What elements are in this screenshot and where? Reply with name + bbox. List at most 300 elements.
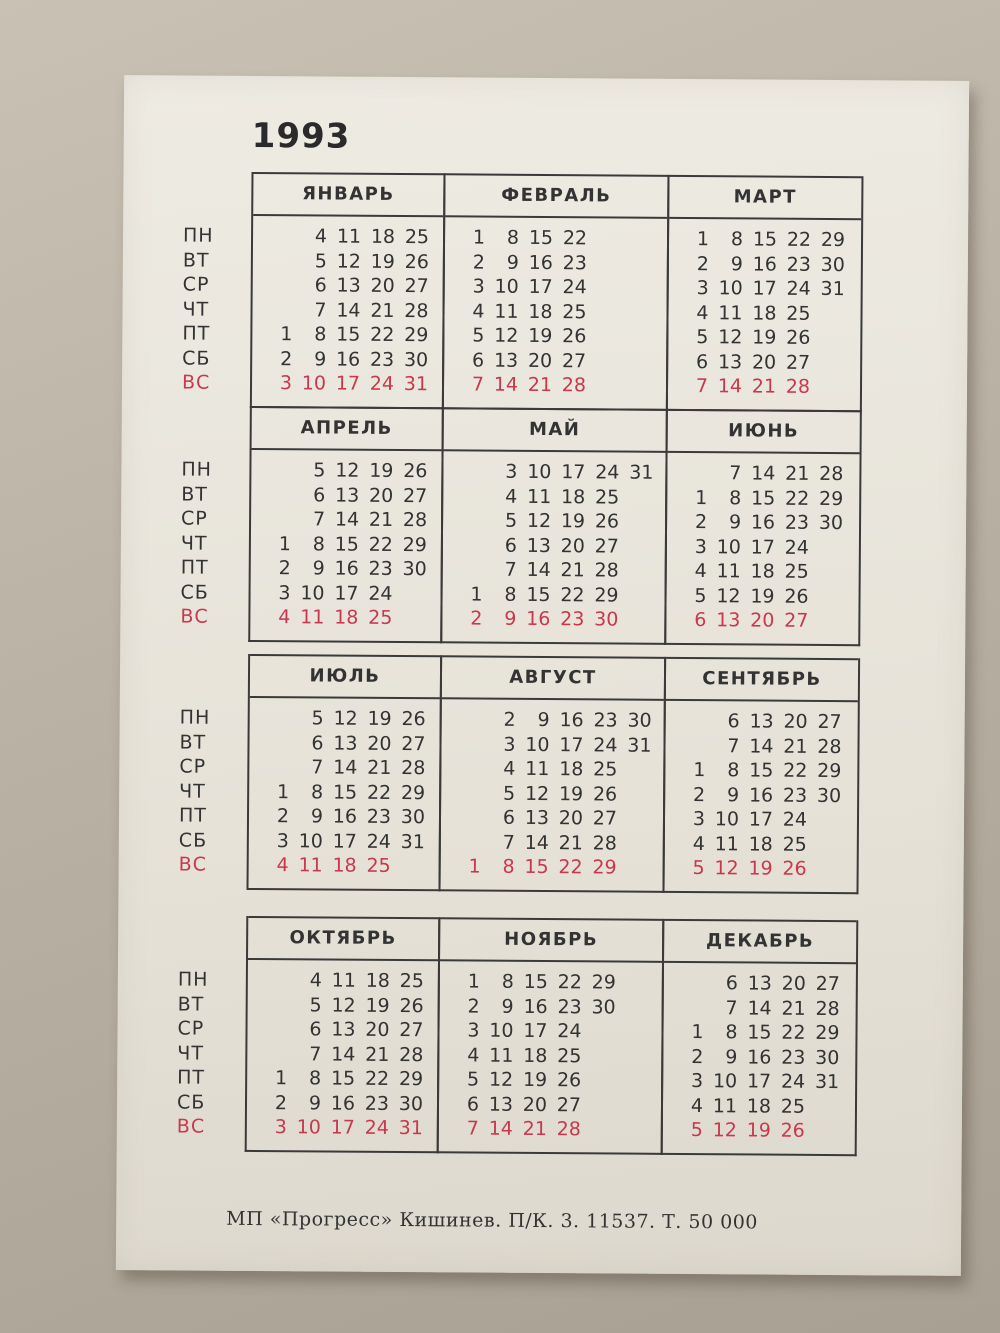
sunday-row [683,856,857,882]
day-number: 15 [523,970,548,994]
week-day-row [265,1042,437,1068]
day-number: 13 [717,350,743,373]
day-number: 21 [367,756,392,779]
day-number: 13 [336,274,361,297]
day-number: 30 [815,1046,840,1069]
month-name: НОЯБРЬ [440,917,662,963]
week-day-row [270,298,442,324]
day-number: 17 [335,372,361,395]
day-number: 23 [781,1046,806,1069]
week-day-row [463,250,667,276]
week-day-row [683,733,857,759]
day-number: 25 [562,300,587,323]
day-number [268,706,290,731]
day-number: 21 [522,1117,547,1141]
day-number [685,461,707,486]
day-number: 26 [562,325,587,348]
day-number: 22 [781,1021,806,1044]
day-number: 22 [366,781,392,804]
day-number: 1 [280,323,293,346]
day-number: 10 [296,1116,321,1139]
publisher-imprint: МП «Прогресс» Кишинев. П/К. 3. 11537. Т. 50 000 [226,1207,758,1234]
month-block [438,655,666,893]
day-number: 24 [557,1020,582,1043]
day-number: 28 [404,299,429,322]
day-number: 16 [748,783,774,807]
day-number: 12 [526,509,552,533]
day-number [587,275,621,300]
month-name: АПРЕЛЬ [252,406,442,451]
day-number [392,606,426,631]
day-number: 25 [593,758,618,781]
calendar-year: 1993 [251,115,351,157]
day-number [586,349,620,374]
weekday-label: СР [177,1017,205,1040]
day-number: 20 [560,534,585,557]
day-number: 18 [370,225,396,248]
day-number: 11 [336,225,362,248]
day-number: 10 [298,829,323,852]
day-number: 12 [333,707,358,730]
day-number: 10 [714,808,740,831]
day-number: 8 [309,1067,322,1090]
week-day-row [463,274,667,300]
day-number [683,733,705,758]
day-number: 11 [718,301,743,324]
week-day-row [458,969,662,995]
day-number: 13 [334,484,360,507]
day-number: 16 [752,252,777,276]
day-number: 11 [716,560,741,583]
day-number: 8 [729,486,742,509]
day-number [617,831,651,856]
day-number: 30 [591,995,616,1019]
day-number: 4 [314,225,328,248]
day-number: 16 [330,1092,356,1115]
week-day-row [460,707,664,733]
day-number: 14 [333,756,358,779]
day-number: 7 [309,1042,322,1065]
months-row [245,916,859,1156]
day-number: 23 [562,251,587,274]
week-day-row [683,807,857,833]
month-block [661,919,859,1156]
day-number: 19 [528,324,553,348]
day-number: 5 [696,326,709,349]
weekday-label: ЧТ [180,531,208,555]
week-day-row [271,249,443,275]
day-number: 16 [335,348,361,371]
day-number: 24 [369,372,395,395]
day-number: 22 [560,583,585,606]
day-number [459,781,481,806]
day-number: 8 [311,780,324,803]
day-number: 1 [275,1067,288,1090]
week-day-row [457,1043,661,1069]
day-number: 22 [370,323,395,346]
month-name: ИЮНЬ [668,409,860,454]
day-number: 23 [364,1092,390,1115]
day-number: 19 [560,510,586,533]
day-number: 25 [594,485,620,509]
day-number [267,731,289,756]
day-number: 2 [467,994,480,1018]
day-number [586,373,620,398]
month-block [666,175,864,412]
day-number: 14 [336,299,361,322]
day-number: 10 [489,1019,514,1042]
day-number: 26 [780,1119,805,1142]
weekday-label: СБ [176,1090,206,1114]
week-day-row [683,782,857,808]
weekday-label: ВТ [177,992,205,1016]
day-number [581,1068,615,1093]
day-number: 12 [335,459,360,482]
day-number: 6 [472,349,485,372]
day-number [807,857,841,882]
day-number: 28 [815,997,840,1020]
day-number: 15 [332,781,358,804]
day-number: 1 [693,759,706,782]
week-day-row [686,300,860,326]
week-day-row [684,583,858,609]
day-number: 5 [472,324,485,347]
day-number [392,581,426,606]
day-number [682,971,704,996]
day-number: 20 [370,274,395,297]
day-number: 21 [785,462,810,485]
day-number: 27 [401,732,426,755]
day-number: 3 [503,733,516,756]
day-number: 19 [746,1119,771,1142]
day-number: 27 [784,609,809,632]
day-number: 5 [311,707,324,730]
day-number: 4 [503,757,516,780]
sunday-row [265,1115,437,1141]
day-number [266,993,288,1018]
day-number: 25 [399,970,424,993]
day-number: 24 [562,276,587,299]
day-number: 29 [817,759,842,783]
day-number: 22 [368,533,393,556]
day-number: 28 [402,509,428,532]
week-day-row [267,829,439,855]
day-number: 19 [748,857,773,880]
day-number: 2 [696,252,709,275]
sunday-row [268,605,440,631]
day-number: 18 [560,485,586,508]
day-number: 23 [368,557,393,580]
day-number [269,458,291,483]
day-number: 18 [748,832,773,856]
quarter-1 [182,171,864,416]
sunday-row [684,608,858,634]
day-number: 15 [749,759,774,782]
day-number: 2 [280,347,293,370]
day-number: 9 [727,783,740,806]
day-number [581,1044,615,1069]
weekday-label: СР [181,507,208,530]
day-number [461,508,483,533]
day-number: 24 [364,1116,389,1139]
day-number: 10 [718,277,743,300]
week-day-row [462,348,666,374]
week-day-row [685,485,859,511]
day-number: 30 [818,511,844,535]
day-number: 31 [629,461,654,484]
day-number [269,483,291,508]
day-number: 21 [558,831,583,854]
day-number: 3 [278,581,291,604]
day-number: 29 [818,487,844,510]
day-number: 2 [278,557,291,580]
weekday-labels [177,967,234,1139]
day-number [617,807,651,832]
day-number: 14 [488,1117,513,1140]
day-number: 26 [404,250,429,273]
day-number: 28 [401,757,426,780]
day-number: 24 [368,582,393,605]
day-number: 4 [467,1043,480,1067]
day-number: 15 [524,855,549,879]
weekday-label: СБ [178,828,208,852]
day-number [587,226,621,251]
day-number: 26 [782,857,807,880]
day-number [460,707,482,732]
day-number [271,249,293,274]
day-number: 27 [815,972,840,996]
day-number [810,301,844,326]
day-number: 25 [557,1044,582,1067]
day-number: 3 [279,372,293,395]
week-day-row [270,322,442,348]
day-number: 14 [526,558,551,582]
day-number: 4 [690,1094,704,1117]
day-number: 9 [725,1045,738,1068]
day-number: 11 [525,757,550,781]
day-number: 15 [750,486,776,510]
day-number: 17 [334,582,359,605]
day-number [586,324,620,349]
weekday-label: ПТ [178,804,207,827]
weekday-label: СБ [180,580,209,604]
day-number: 7 [314,298,327,321]
weekday-label: ВС [180,605,209,628]
day-number: 20 [365,1018,390,1041]
day-number: 14 [747,996,772,1020]
sunday-row [681,1118,855,1144]
week-day-row [269,532,441,558]
day-number: 7 [311,756,324,779]
week-day-row [683,831,857,857]
day-number: 28 [592,831,617,855]
day-number: 24 [595,461,620,484]
day-number [808,584,842,609]
day-number: 28 [817,735,842,758]
weekday-labels [180,457,237,629]
day-number: 10 [301,372,327,395]
week-day-row [682,971,856,997]
day-number: 23 [369,348,395,371]
week-day-row [271,224,443,250]
day-number [459,805,481,830]
day-number: 17 [330,1116,355,1139]
day-number: 27 [592,807,618,830]
day-number: 3 [276,829,289,852]
day-number: 30 [627,709,652,732]
day-number: 5 [504,509,518,532]
day-number: 17 [528,275,553,299]
day-number: 22 [562,227,588,250]
week-day-row [685,510,859,536]
day-number: 2 [470,607,483,630]
week-day-row [267,755,439,781]
week-day-row [270,347,442,373]
day-number [809,560,843,585]
day-number: 14 [524,831,549,854]
weekday-label: ВС [181,371,211,394]
day-number: 29 [820,228,846,252]
week-day-row [686,325,860,351]
day-number: 6 [694,609,707,632]
month-days [665,701,858,882]
day-number: 18 [523,1044,548,1067]
weekday-label: ВТ [179,730,207,754]
day-number: 8 [504,583,517,606]
day-number: 21 [781,997,806,1020]
day-number: 30 [820,253,845,276]
day-number: 23 [782,784,808,807]
day-number: 27 [817,710,842,734]
day-number: 13 [331,1018,356,1041]
day-number: 4 [694,560,707,583]
day-number: 13 [749,710,774,733]
months-row [248,406,862,646]
day-number: 9 [308,1091,322,1114]
week-day-row [461,484,665,510]
day-number: 12 [524,782,550,805]
week-day-row [687,227,861,253]
week-day-row [685,534,859,560]
day-number: 8 [727,759,740,782]
day-number: 6 [309,1018,322,1041]
day-number: 25 [366,854,391,877]
day-number [461,459,483,484]
month-name: МАЙ [444,407,666,453]
day-number: 22 [786,228,812,251]
day-number: 16 [526,607,551,631]
day-number: 30 [400,806,426,829]
day-number: 20 [781,972,806,995]
weekday-label: СР [179,755,207,778]
month-block [440,407,668,645]
day-number: 7 [504,558,517,581]
day-number: 28 [785,375,811,398]
week-day-row [457,1092,661,1118]
day-number [581,1117,615,1142]
day-number [619,510,653,535]
day-number: 3 [696,277,709,300]
day-number [810,375,844,400]
day-number: 3 [274,1116,287,1139]
day-number: 31 [398,1117,423,1140]
week-day-row [265,1066,437,1092]
day-number: 19 [558,782,584,805]
day-number: 8 [502,855,515,878]
day-number: 12 [716,584,741,607]
day-number: 17 [748,808,774,831]
day-number: 14 [751,462,776,485]
week-day-row [683,758,857,784]
week-day-row [265,1091,437,1117]
week-day-row [681,1093,855,1119]
day-number: 11 [331,969,356,992]
day-number [617,758,651,783]
day-number: 9 [312,557,325,580]
day-number: 18 [752,301,777,325]
week-day-row [687,276,861,302]
week-day-row [457,1018,661,1044]
day-number: 10 [300,581,325,604]
day-number: 25 [784,560,809,583]
day-number: 17 [559,733,584,756]
day-number [461,533,483,558]
day-number: 23 [560,608,585,631]
day-number [684,709,706,734]
weekday-label: ЧТ [182,297,210,321]
day-number [459,756,481,781]
day-number: 26 [399,994,424,1017]
month-block [442,173,670,411]
day-number: 6 [314,274,327,297]
week-day-row [457,1067,661,1093]
day-number: 18 [750,560,775,583]
day-number: 2 [694,511,708,534]
day-number: 21 [368,508,394,531]
month-block [662,657,860,894]
day-number: 13 [747,972,772,995]
day-number: 5 [690,1119,703,1142]
day-number: 4 [505,485,518,508]
weekday-label: ПН [179,706,211,729]
day-number [270,298,292,323]
day-number: 30 [402,558,427,581]
day-number: 7 [727,734,740,757]
day-number: 21 [365,1043,390,1066]
day-number [618,608,652,633]
day-number: 13 [524,806,550,830]
day-number: 12 [331,994,356,1017]
day-number: 1 [472,226,486,249]
day-number: 22 [364,1067,390,1090]
weekday-label: ПТ [182,322,211,345]
day-number: 8 [725,1021,738,1044]
day-number: 9 [730,252,743,275]
day-number: 31 [403,373,429,396]
day-number: 28 [819,462,844,486]
weekday-label: СБ [182,346,211,370]
day-number: 13 [488,1093,514,1116]
day-number: 26 [556,1069,582,1092]
day-number: 12 [712,1119,737,1142]
quarter-4 [177,915,859,1160]
day-number [807,808,841,833]
day-number: 11 [300,606,325,629]
day-number: 3 [691,1070,704,1093]
day-number: 11 [298,854,323,877]
week-day-row [686,349,860,375]
day-number [619,534,653,559]
